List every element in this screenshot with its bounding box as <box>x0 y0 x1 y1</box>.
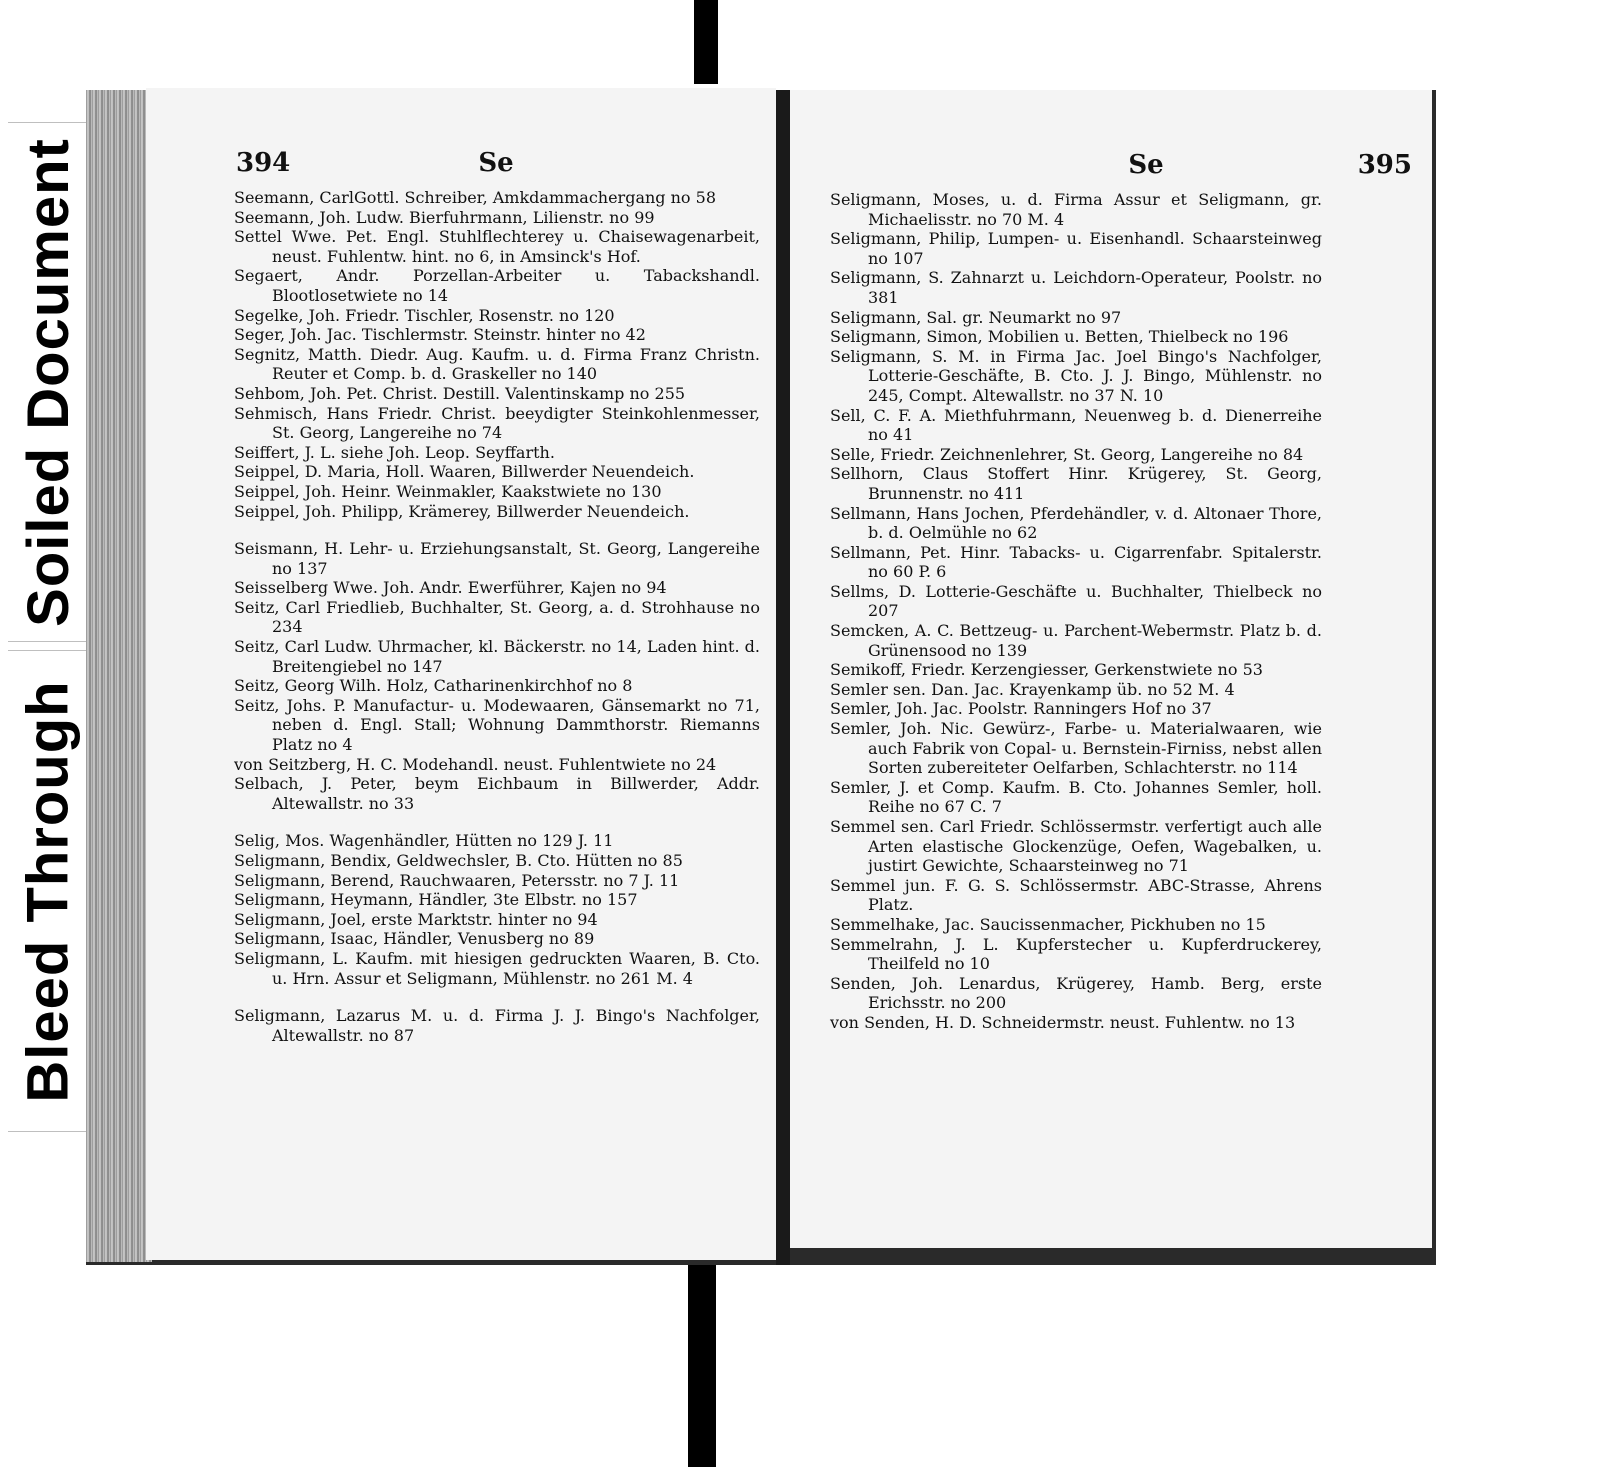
directory-entry: Seippel, D. Maria, Holl. Waaren, Billwerder Neuendeich. <box>234 462 695 482</box>
spine-strip-bottom <box>688 1240 716 1467</box>
directory-entry: Seligmann, Philip, Lumpen- u. Eisenhandl. Schaarsteinweg no 107 <box>830 229 1322 268</box>
directory-entry: Seitz, Johs. P. Manufactur- u. Modewaaren, Gänsemarkt no 71, neben d. Engl. Stall; Wohnung Dammthorstr. Riemanns Platz no 4 <box>234 695 760 755</box>
directory-entry: Semmel jun. F. G. S. Schlössermstr. ABC-Strasse, Ahrens Platz. <box>830 875 1322 915</box>
spine-strip-top <box>694 0 718 84</box>
directory-entry: Seisselberg Wwe. Joh. Andr. Ewerführer, Kajen no 94 <box>234 578 667 598</box>
directory-entry: Seitz, Carl Friedlieb, Buchhalter, St. Georg, a. d. Strohhause no 234 <box>234 597 760 637</box>
directory-entry: Sellms, D. Lotterie-Geschäfte u. Buchhalter, Thielbeck no 207 <box>830 581 1322 621</box>
page-edge-stack <box>86 90 152 1262</box>
directory-entry: Semikoff, Friedr. Kerzengiesser, Gerkenstwiete no 53 <box>830 660 1263 680</box>
directory-entry: Seligmann, Berend, Rauchwaaren, Petersstr. no 7 J. 11 <box>234 870 680 890</box>
directory-entry: Senden, Joh. Lenardus, Krügerey, Hamb. Berg, erste Erichsstr. no 200 <box>830 973 1322 1013</box>
directory-entry: Seismann, H. Lehr- u. Erziehungsanstalt, St. Georg, Langereihe no 137 <box>234 539 760 578</box>
directory-entry: Seligmann, L. Kaufm. mit hiesigen gedruckten Waaren, B. Cto. u. Hrn. Assur et Seligmann, Mühlenstr. no 261 M. 4 <box>234 948 760 988</box>
page-number: 395 <box>1357 150 1412 180</box>
directory-entry: Semler sen. Dan. Jac. Krayenkamp üb. no 52 M. 4 <box>830 679 1235 699</box>
directory-entry: Sehbom, Joh. Pet. Christ. Destill. Valentinskamp no 255 <box>234 383 686 403</box>
directory-entry: Seemann, CarlGottl. Schreiber, Amkdammachergang no 58 <box>234 188 716 207</box>
directory-entry: Selbach, J. Peter, beym Eichbaum in Billwerder, Addr. Altewallstr. no 33 <box>234 774 760 813</box>
bleed-through-label: Bleed Through <box>15 679 81 1103</box>
directory-entry: Seippel, Joh. Philipp, Krämerey, Billwerder Neuendeich. <box>234 501 690 521</box>
left-page-header <box>236 148 756 188</box>
directory-entry: Seligmann, S. Zahnarzt u. Leichdorn-Operateur, Poolstr. no 381 <box>830 268 1322 307</box>
directory-entry: Seligmann, Joel, erste Marktstr. hinter no 94 <box>234 909 598 929</box>
directory-entry: Seligmann, Isaac, Händler, Venusberg no 89 <box>234 929 595 949</box>
left-page <box>146 88 776 1260</box>
directory-entry: Semcken, A. C. Bettzeug- u. Parchent-Webermstr. Platz b. d. Grünensood no 139 <box>830 621 1322 660</box>
soiled-document-label: Soiled Document <box>15 137 81 627</box>
directory-entry: Seligmann, Moses, u. d. Firma Assur et Seligmann, gr. Michaelisstr. no 70 M. 4 <box>830 190 1322 229</box>
directory-entry: Seligmann, Sal. gr. Neumarkt no 97 <box>830 307 1122 327</box>
right-page-header <box>880 150 1412 190</box>
directory-entry: Seligmann, Bendix, Geldwechsler, B. Cto. Hütten no 85 <box>234 851 683 870</box>
directory-entries <box>830 190 1322 1033</box>
directory-entry: Seemann, Joh. Ludw. Bierfuhrmann, Lilienstr. no 99 <box>234 207 655 227</box>
directory-entry: Seligmann, Lazarus M. u. d. Firma J. J. Bingo's Nachfolger, Altewallstr. no 87 <box>234 1006 760 1045</box>
directory-entry: Segnitz, Matth. Diedr. Aug. Kaufm. u. d. Firma Franz Christn. Reuter et Comp. b. d. Graskeller no 140 <box>234 344 760 384</box>
directory-entry: Selig, Mos. Wagenhändler, Hütten no 129 J. 11 <box>234 831 614 851</box>
directory-entry: Sehmisch, Hans Friedr. Christ. beeydigter Steinkohlenmesser, St. Georg, Langereihe no 74 <box>234 403 760 443</box>
directory-entry: Sellmann, Hans Jochen, Pferdehändler, v. d. Altonaer Thore, b. d. Oelmühle no 62 <box>830 503 1322 543</box>
running-head: Se <box>478 148 514 178</box>
directory-entry: Segaert, Andr. Porzellan-Arbeiter u. Tabackshandl. Blootlosetwiete no 14 <box>234 266 760 305</box>
directory-entry: Seiffert, J. L. siehe Joh. Leop. Seyffarth. <box>234 442 555 462</box>
directory-entry: Semler, J. et Comp. Kaufm. B. Cto. Johannes Semler, holl. Reihe no 67 C. 7 <box>830 777 1322 817</box>
directory-entry: Seligmann, S. M. in Firma Jac. Joel Bingo's Nachfolger, Lotterie-Geschäfte, B. Cto. J. J. Bingo, Mühlenstr. no 245, Compt. Altewallstr. no 37 N. 10 <box>830 346 1322 405</box>
directory-entry: Seligmann, Simon, Mobilien u. Betten, Thielbeck no 196 <box>830 327 1289 347</box>
directory-entry: von Senden, H. D. Schneidermstr. neust. Fuhlentw. no 13 <box>830 1012 1296 1032</box>
directory-entry: Sell, C. F. A. Miethfuhrmann, Neuenweg b. d. Dienerreihe no 41 <box>830 405 1322 445</box>
page-number: 394 <box>236 148 291 178</box>
directory-entry: Semler, Joh. Nic. Gewürz-, Farbe- u. Materialwaaren, wie auch Fabrik von Copal- u. Bernstein-Firniss, nebst allen Sorten zubereiteter Oelfarben, Schlachterstr. no 114 <box>830 719 1322 778</box>
directory-entry: Seligmann, Heymann, Händler, 3te Elbstr. no 157 <box>234 890 638 910</box>
directory-entry: Semmelrahn, J. L. Kupferstecher u. Kupferdruckerey, Theilfeld no 10 <box>830 934 1322 974</box>
directory-entry: Seippel, Joh. Heinr. Weinmakler, Kaakstwiete no 130 <box>234 481 662 501</box>
directory-entry: von Seitzberg, H. C. Modehandl. neust. Fuhlentwiete no 24 <box>234 754 717 774</box>
directory-entry: Seitz, Georg Wilh. Holz, Catharinenkirchhof no 8 <box>234 676 633 696</box>
directory-entry: Seitz, Carl Ludw. Uhrmacher, kl. Bäckerstr. no 14, Laden hint. d. Breitengiebel no 147 <box>234 637 760 676</box>
directory-entry: Semmelhake, Jac. Saucissenmacher, Pickhuben no 15 <box>830 914 1266 934</box>
soiled-document-tab <box>8 122 89 642</box>
right-page <box>790 90 1432 1248</box>
bleed-through-tab <box>8 650 89 1132</box>
directory-entry: Sellhorn, Claus Stoffert Hinr. Krügerey, St. Georg, Brunnenstr. no 411 <box>830 464 1322 503</box>
directory-entry: Settel Wwe. Pet. Engl. Stuhlflechterey u. Chaisewagenarbeit, neust. Fuhlentw. hint. no 6, in Amsinck's Hof. <box>234 227 760 266</box>
directory-entry: Semler, Joh. Jac. Poolstr. Ranningers Hof no 37 <box>830 699 1212 719</box>
directory-entry: Sellmann, Pet. Hinr. Tabacks- u. Cigarrenfabr. Spitalerstr. no 60 P. 6 <box>830 542 1322 582</box>
directory-entry: Semmel sen. Carl Friedr. Schlössermstr. verfertigt auch alle Arten elastische Glockenzüge, Oefen, Wagebalken, u. justirt Gewichte, Schaarsteinweg no 71 <box>830 817 1322 876</box>
running-head: Se <box>1128 150 1164 180</box>
directory-entries <box>234 188 760 1045</box>
directory-entry: Seger, Joh. Jac. Tischlermstr. Steinstr. hinter no 42 <box>234 325 646 345</box>
book-gutter <box>776 90 790 1265</box>
directory-entry: Selle, Friedr. Zeichnenlehrer, St. Georg, Langereihe no 84 <box>830 444 1304 464</box>
directory-entry: Segelke, Joh. Friedr. Tischler, Rosenstr. no 120 <box>234 305 615 325</box>
